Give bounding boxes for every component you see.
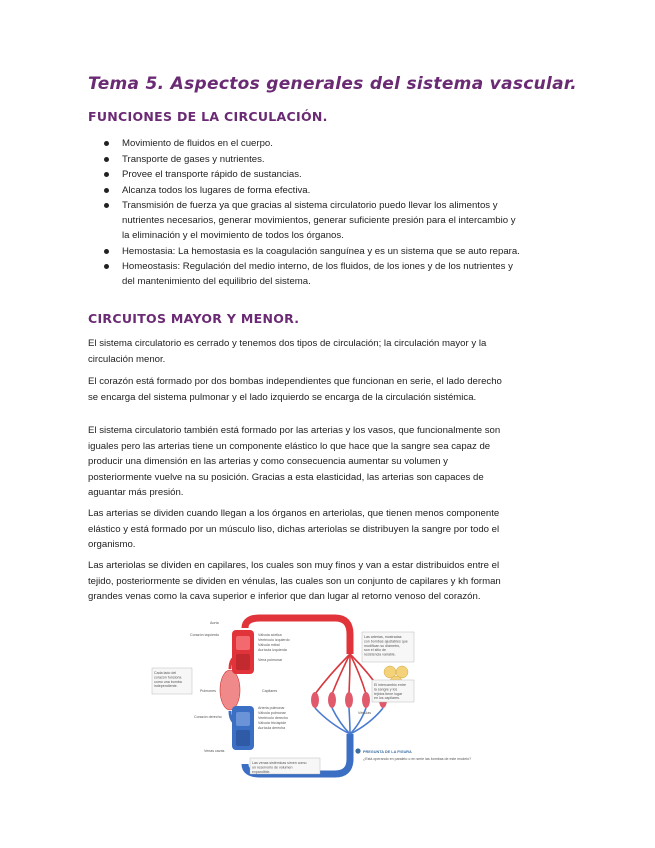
annotation-line: independiente. xyxy=(154,684,178,689)
right-ventricle xyxy=(236,730,250,746)
paragraph: El corazón está formado por dos bombas independientes que funcionan en serie, el lado derecho se encarga del sistema pulmonar y el lado izquierdo se encarga de la circulación sistémica. xyxy=(88,376,502,403)
paragraph: Las arteriolas se dividen en capilares, los cuales son muy finos y van a estar distribuidos entre el tejido, posteriormente se dividen en vénulas, las cuales son un conjunto de capilares y kh forman grandes venas como la cava superior e inferior que dan lugar al retorno venoso del corazón. xyxy=(88,560,501,602)
paragraph: El sistema circulatorio también está formado por las arterias y los vasos, que funcionalmente son iguales pero las arterias tiene un componente elástico lo que hace que la sangre sea capaz de producir una dimensión en las arterias y como consecuencia aumentar su volumen y posteriormente vuelve na su posición. Gracias a esta elasticidad, las arterias son capaces de aguantar más presión. xyxy=(88,425,501,498)
paragraph: Las arterias se dividen cuando llegan a los órganos en arteriolas, que tienen menos componente elástico y está formado por un músculo liso, dichas arteriolas se distribuyen la sangre por todo el organismo. xyxy=(88,508,500,550)
question-icon xyxy=(355,748,360,753)
label-auricula-derecha: Aurícula derecha xyxy=(258,726,286,730)
list-item: Transporte de gases y nutrientes. xyxy=(104,152,524,167)
list-item: Hemostasia: La hemostasia es la coagulación sanguínea y es un sistema que se auto repara. xyxy=(104,244,524,259)
list-item: Movimiento de fluidos en el cuerpo. xyxy=(104,136,524,151)
annotation-line: Las arterias, mostradas xyxy=(364,635,402,639)
label-ventriculo-derecho: Ventrículo derecho xyxy=(258,716,288,720)
label-pulmones: Pulmones xyxy=(200,689,216,693)
annotation-line: Las venas sistémicas sirven como xyxy=(252,761,307,765)
label-aorta: Aorta xyxy=(210,621,219,625)
label-venulas: Vénulas xyxy=(358,711,371,715)
pregunta-text: ¿Está operando en paralelo o en serie las bombas de este modelo? xyxy=(363,757,472,761)
section-heading-circuitos: CIRCUITOS MAYOR Y MENOR. xyxy=(88,311,300,326)
pregunta-title: PREGUNTA DE LA FIGURA xyxy=(363,750,412,754)
page-title: Tema 5. Aspectos generales del sistema vascular. xyxy=(88,74,577,94)
right-atrium xyxy=(236,712,250,726)
annotation-line: tejidos tiene lugar xyxy=(374,691,403,696)
annotation-line: El intercambio entre xyxy=(374,683,406,687)
label-auricula-izquierda: Aurícula izquierda xyxy=(258,648,287,652)
list-item: Provee el transporte rápido de sustancias. xyxy=(104,167,524,182)
label-corazon-izquierdo: Corazón izquierdo xyxy=(190,633,220,637)
list-item: Transmisión de fuerza ya que gracias al sistema circulatorio puedo llevar los alimentos y nutrientes necesarios, generar movimientos, generar suficiente presión para el intercambio y la eliminación y el movimiento de todos los órganos. xyxy=(104,198,524,243)
annotation-line: en los capilares. xyxy=(374,696,400,701)
list-item: Alcanza todos los lugares de forma efectiva. xyxy=(104,183,524,198)
label-capilares: Capilares xyxy=(262,689,278,693)
label-valvula-pulmonar: Válvula pulmonar xyxy=(258,711,286,715)
annotation-line: expandible. xyxy=(252,769,271,774)
annotation-line: con bombas ajustables que xyxy=(364,639,408,644)
annotation-line: la sangre y los xyxy=(374,687,398,692)
annotation-line: un reservorio de volumen xyxy=(252,765,293,770)
systemic-veins xyxy=(315,708,383,734)
lung-capillaries xyxy=(220,670,240,710)
paragraph: El sistema circulatorio es cerrado y tenemos dos tipos de circulación; la circulación mayor y la circulación menor. xyxy=(88,338,487,365)
label-valvula-mitral: Válvula mitral xyxy=(258,643,280,647)
section-heading-funciones: FUNCIONES DE LA CIRCULACIÓN. xyxy=(88,109,328,124)
label-arteria-pulmonar: Arteria pulmonar xyxy=(258,706,285,710)
left-ventricle xyxy=(236,654,250,670)
annotation-line: son el sitio de xyxy=(364,648,386,653)
label-valvula-aortica: Válvula aórtica xyxy=(258,633,282,637)
annotation-line: Cada lado del xyxy=(154,671,177,675)
label-valvula-tricuspide: Válvula tricúspide xyxy=(258,721,287,725)
funciones-list xyxy=(104,136,524,290)
annotation-line: resistencia variable. xyxy=(364,652,396,657)
left-atrium xyxy=(236,636,250,650)
circulation-diagram xyxy=(150,614,490,782)
label-corazon-derecho: Corazón derecho xyxy=(194,715,222,719)
annotation-line: modifican su diámetro, xyxy=(364,643,401,648)
annotation-line: corazón funciona xyxy=(154,675,182,680)
label-vena-pulmonar: Vena pulmonar xyxy=(258,658,283,662)
label-venas-cavas: Venas cavas xyxy=(204,749,225,753)
annotation-line: como una bomba xyxy=(154,679,182,684)
list-item: Homeostasis: Regulación del medio interno, de los fluidos, de los iones y de los nutrientes y del mantenimiento del equilibrio del sistema. xyxy=(104,259,524,289)
label-ventriculo-izquierdo: Ventrículo izquierdo xyxy=(258,638,290,642)
